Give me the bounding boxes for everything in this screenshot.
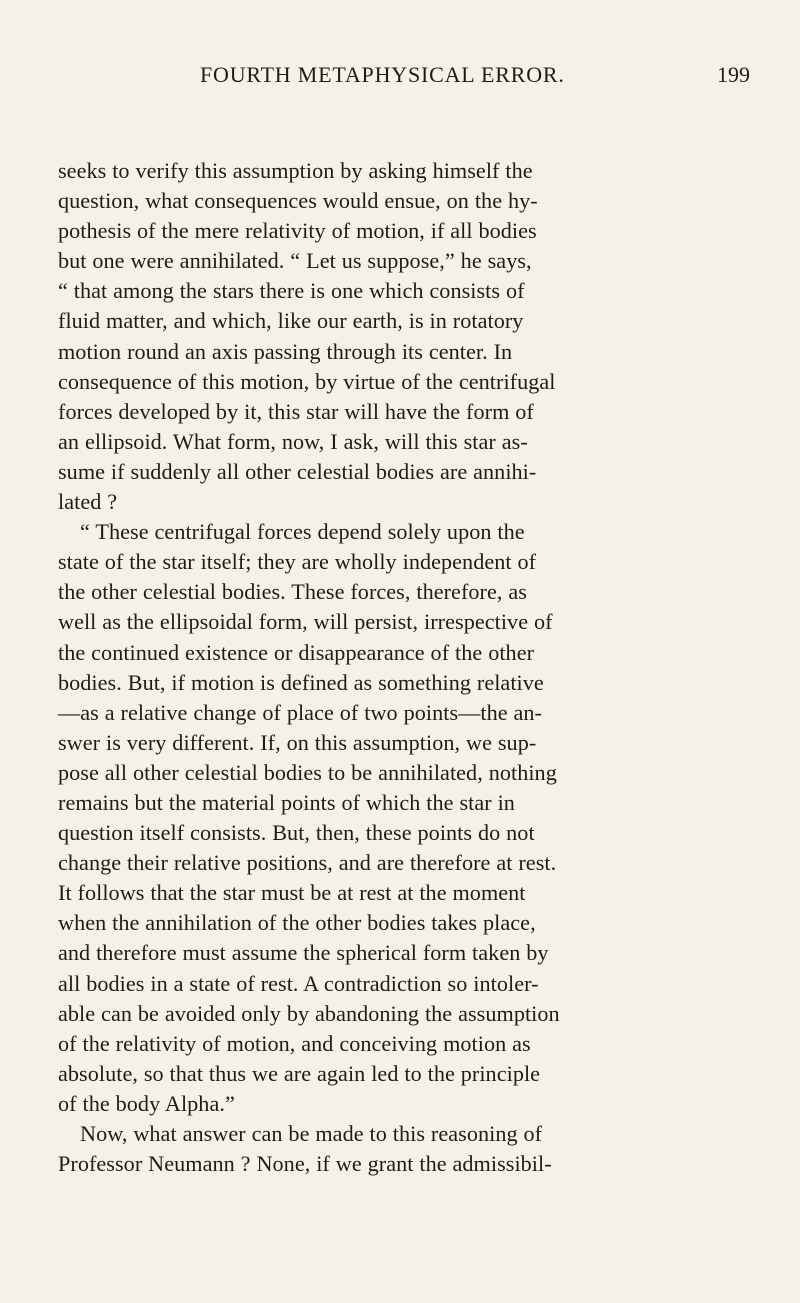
text-line: remains but the material points of which the star in [58, 789, 515, 815]
page-header [58, 54, 752, 98]
text-line: seeks to verify this assumption by asking himself the [58, 158, 533, 183]
text-line: of the relativity of motion, and conceiving motion as [58, 1030, 531, 1056]
text-line: question, what consequences would ensue, on the hy- [58, 188, 538, 214]
text-line: and therefore must assume the spherical form taken by [58, 940, 549, 966]
text-line: bodies. But, if motion is defined as something relative [58, 669, 544, 695]
text-line: forces developed by it, this star will have the form of [58, 398, 534, 424]
text-line: motion round an axis passing through its center. In [58, 338, 513, 364]
text-line: change their relative positions, and are therefore at rest. [58, 850, 557, 876]
text-line: the other celestial bodies. These forces, therefore, as [58, 579, 527, 605]
text-line: sume if suddenly all other celestial bodies are annihi- [58, 458, 537, 484]
running-title: FOURTH METAPHYSICAL ERROR. [200, 62, 565, 87]
text-line: well as the ellipsoidal form, will persist, irrespective of [58, 609, 553, 635]
text-line: swer is very different. If, on this assumption, we sup- [58, 729, 537, 755]
text-line: question itself consists. But, then, these points do not [58, 820, 535, 846]
text-line: able can be avoided only by abandoning the assumption [58, 1000, 560, 1026]
text-line: state of the star itself; they are wholly independent of [58, 549, 537, 575]
text-line: all bodies in a state of rest. A contradiction so intoler- [58, 970, 539, 996]
page-number: 199 [717, 62, 750, 87]
body-text [58, 156, 752, 1179]
text-line: fluid matter, and which, like our earth, is in rotatory [58, 308, 524, 334]
text-line: but one were annihilated. “ Let us suppose,” he says, [58, 248, 532, 274]
text-line: absolute, so that thus we are again led to the principle [58, 1060, 541, 1086]
text-line: lated ? [58, 489, 118, 515]
text-line: pothesis of the mere relativity of motion, if all bodies [58, 218, 537, 244]
text-line: —as a relative change of place of two points—the an- [58, 699, 542, 725]
text-line: of the body Alpha.” [58, 1090, 235, 1116]
text-line: the continued existence or disappearance of the other [58, 639, 535, 665]
text-line: consequence of this motion, by virtue of the centrifugal [58, 368, 556, 394]
text-line: when the annihilation of the other bodies takes place, [58, 910, 536, 936]
text-line: “ that among the stars there is one which consists of [58, 278, 525, 304]
text-line: It follows that the star must be at rest at the moment [58, 880, 526, 906]
text-line: “ These centrifugal forces depend solely upon the [80, 519, 525, 545]
text-line: Now, what answer can be made to this reasoning of [80, 1121, 543, 1146]
text-line: pose all other celestial bodies to be annihilated, nothing [58, 759, 557, 785]
text-line: an ellipsoid. What form, now, I ask, will this star as- [58, 428, 528, 454]
text-line: Professor Neumann ? None, if we grant the admissibil- [58, 1151, 552, 1177]
